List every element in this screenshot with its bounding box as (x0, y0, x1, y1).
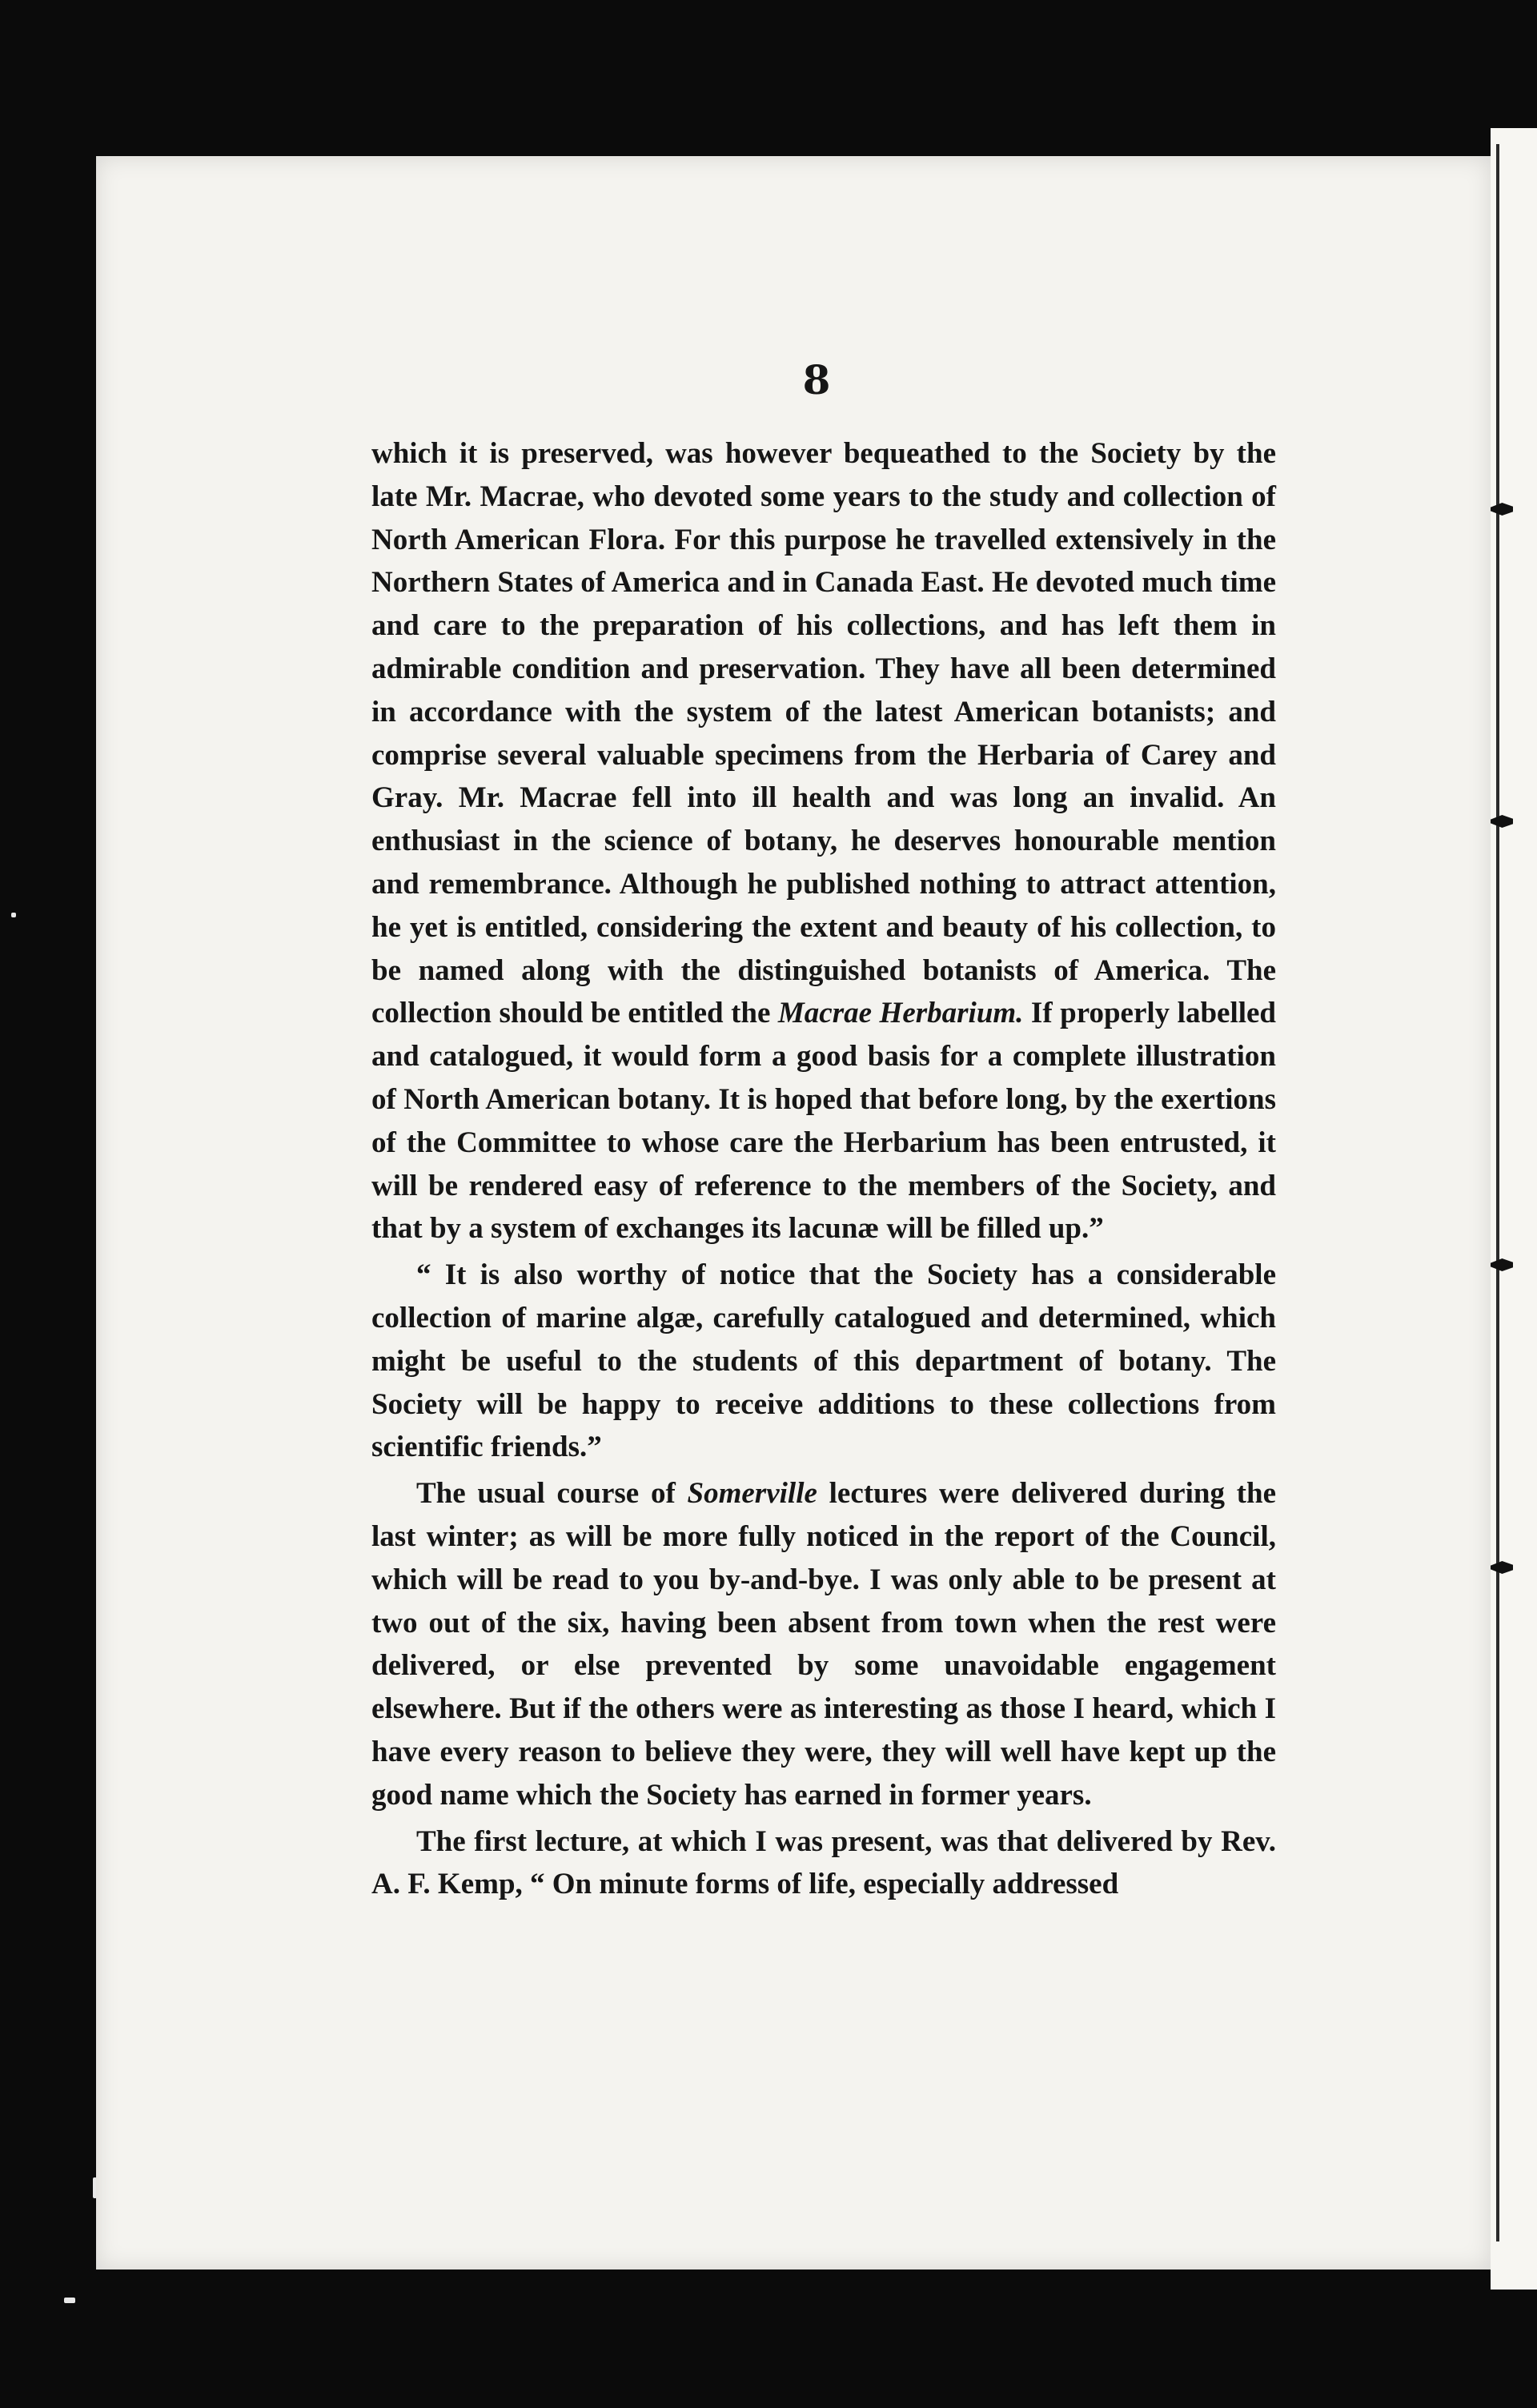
paragraph-somerville-lectures (371, 1472, 1276, 1816)
paragraph-first-lecture: The first lecture, at which I was present, was that delivered by Rev. A. F. Kemp, “ On minute forms of life, especially addressed (371, 1824, 1276, 1901)
paragraph-macrae-herbarium (371, 432, 1276, 1250)
binding-rule (1496, 144, 1499, 2241)
herbarium-name: Macrae Herbarium. (777, 997, 1024, 1030)
paragraph-text: The usual course of (416, 1477, 688, 1511)
paragraph-marine-algae: “ It is also worthy of notice that the Society has a considerable collection of marine algæ, carefully catalogued and determined, which might be useful to the students of this department of botany. The Society will be happy to receive additions to these collections from scientific friends.” (371, 1258, 1276, 1464)
paragraph-text: lectures were delivered during the last winter; as will be more fully noticed in the report of the Council, which will be read to you by-and-bye. I was only able to be present at two out of the six, having been absent from town when the rest were delivered, or else prevented by some unavoidable engagement elsewhere. But if the others were as interesting as those I heard, which I have every reason to believe they were, they will well have kept up the good name which the Society has earned in former years. (371, 1477, 1276, 1812)
dust-speck (64, 2298, 75, 2303)
body-text (371, 432, 1276, 1909)
lecture-series-name: Somerville (687, 1477, 817, 1511)
paragraph-text: If properly labelled and catalogued, it would form a good basis for a complete illustration of North American botany. It is hoped that before long, by the exertions of the Committee to whose care the Herbarium has been entrusted, it will be rendered easy of reference to the members of the Society, and that by a system of exchanges its lacunæ will be filled up.” (371, 997, 1277, 1246)
paragraph-text: which it is preserved, was however bequeathed to the Society by the late Mr. Macrae, who devoted some years to the study and collection of North American Flora. For this purpose he travelled extensively in the Northern States of America and in Canada East. He devoted much time and care to the preparation of his collections, and has left them in admirable condition and preservation. They have all been determined in accordance with the system of the latest American botanists; and comprise several valuable specimens from the Herbaria of Carey and Gray. Mr. Macrae fell into ill health and was long an invalid. An enthusiast in the science of botany, he deserves honourable mention and remembrance. Although he published nothing to attract attention, he yet is entitled, considering the extent and beauty of his collection, to be named along with the distinguished botanists of America. The collection should be entitled the (371, 437, 1276, 1030)
page-number: 8 (802, 356, 831, 403)
dust-speck (11, 913, 16, 917)
